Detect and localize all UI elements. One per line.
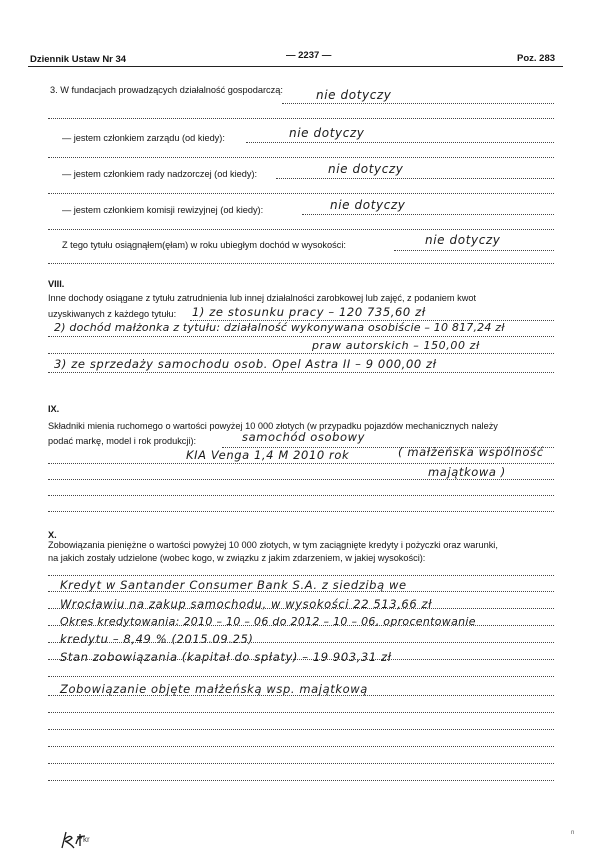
section8-text-2: uzyskiwanych z każdego tytułu: — [48, 309, 177, 319]
initials-text: kr — [83, 835, 90, 844]
section10-answer-6: Zobowiązanie objęte małżeńską wsp. majątkową — [60, 682, 368, 696]
dotted-line — [48, 495, 554, 496]
dotted-line — [48, 780, 554, 781]
dotted-line — [282, 103, 554, 104]
position-number: Poz. 283 — [517, 53, 556, 64]
dotted-line — [48, 608, 554, 609]
header-rule — [28, 66, 563, 67]
section8-answer-2: 2) dochód małżonka z tytułu: działalność wykonywana osobiście – 10 817,24 zł — [54, 321, 505, 334]
dotted-line — [48, 591, 554, 592]
section8-heading: VIII. — [48, 279, 65, 289]
section9-text-2: podać markę, model i rok produkcji): — [48, 436, 197, 446]
page-number: — 2237 — — [286, 50, 332, 61]
section3-title: 3. W fundacjach prowadzących działalność gospodarczą: — [50, 85, 283, 95]
dotted-line — [48, 118, 554, 119]
income-label: Z tego tytułu osiągnąłem(ęłam) w roku ubiegłym dochód w wysokości: — [62, 240, 346, 250]
section8-text-1: Inne dochody osiągane z tytułu zatrudnienia lub innej działalności zarobkowej lub zajęć, z podaniem kwot — [48, 293, 476, 303]
section3-answer: nie dotyczy — [316, 88, 392, 102]
dotted-line — [48, 659, 554, 660]
dotted-line — [48, 336, 554, 337]
supervisory-label: — jestem członkiem rady nadzorczej (od kiedy): — [62, 169, 258, 179]
dotted-line — [48, 463, 554, 464]
dotted-line — [48, 372, 554, 373]
dotted-line — [48, 676, 554, 677]
dotted-line — [302, 214, 554, 215]
section8-answer-3: praw autorskich – 150,00 zł — [312, 339, 480, 352]
income-answer: nie dotyczy — [425, 233, 501, 247]
section8-answer-1: 1) ze stosunku pracy – 120 735,60 zł — [192, 305, 426, 319]
dotted-line — [48, 263, 554, 264]
dotted-line — [48, 511, 554, 512]
dotted-line — [48, 746, 554, 747]
dotted-line — [48, 193, 554, 194]
section10-answer-3: Okres kredytowania: 2010 – 10 – 06 do 2012 – 10 – 06, oprocentowanie — [60, 615, 476, 628]
section10-text-2: na jakich zostały udzielone (wobec kogo, w związku z jakim zdarzeniem, w jakiej wysokości): — [48, 553, 426, 563]
section10-text-1: Zobowiązania pieniężne o wartości powyżej 10 000 złotych, w tym zaciągnięte kredyty i pożyczki oraz warunki, — [48, 540, 498, 550]
dotted-line — [48, 712, 554, 713]
dotted-line — [394, 250, 554, 251]
board-answer: nie dotyczy — [289, 126, 365, 140]
section9-text-1: Składniki mienia ruchomego o wartości powyżej 10 000 złotych (w przypadku pojazdów mechanicznych należy — [48, 421, 498, 431]
audit-answer: nie dotyczy — [330, 198, 406, 212]
dotted-line — [48, 157, 554, 158]
section10-answer-1: Kredyt w Santander Consumer Bank S.A. z siedzibą we — [60, 578, 407, 592]
section9-answer-note-1: ( małżeńska wspólność — [398, 445, 544, 459]
section9-answer-note-2: majątkowa ) — [428, 465, 506, 479]
dotted-line — [48, 353, 554, 354]
dotted-line — [48, 695, 554, 696]
journal-title: Dziennik Ustaw Nr 34 — [30, 54, 127, 65]
dotted-line — [48, 625, 554, 626]
dotted-line — [48, 763, 554, 764]
supervisory-answer: nie dotyczy — [328, 162, 404, 176]
section10-answer-2: Wrocławiu na zakup samochodu, w wysokości 22 513,66 zł — [60, 597, 433, 611]
section10-answer-4: kredytu – 8,49 % (2015.09.25) — [60, 632, 254, 646]
dotted-line — [48, 229, 554, 230]
dotted-line — [48, 575, 554, 576]
dotted-line — [48, 479, 554, 480]
initials-signature — [56, 822, 96, 852]
section10-heading: X. — [48, 530, 57, 540]
dotted-line — [276, 178, 554, 179]
audit-label: — jestem członkiem komisji rewizyjnej (od kiedy): — [62, 205, 264, 215]
dotted-line — [48, 642, 554, 643]
section8-answer-4: 3) ze sprzedaży samochodu osob. Opel Astra II – 9 000,00 zł — [54, 357, 437, 371]
dotted-line — [48, 729, 554, 730]
section9-heading: IX. — [48, 404, 60, 414]
section9-answer-2: KIA Venga 1,4 M 2010 rok — [186, 448, 350, 462]
section9-answer-1: samochód osobowy — [242, 430, 366, 444]
section10-answer-5: Stan zobowiązania (kapitał do spłaty) – 19 903,31 zł — [60, 650, 392, 664]
board-label: — jestem członkiem zarządu (od kiedy): — [62, 133, 225, 143]
dotted-line — [246, 142, 554, 143]
corner-mark: n — [571, 830, 575, 836]
